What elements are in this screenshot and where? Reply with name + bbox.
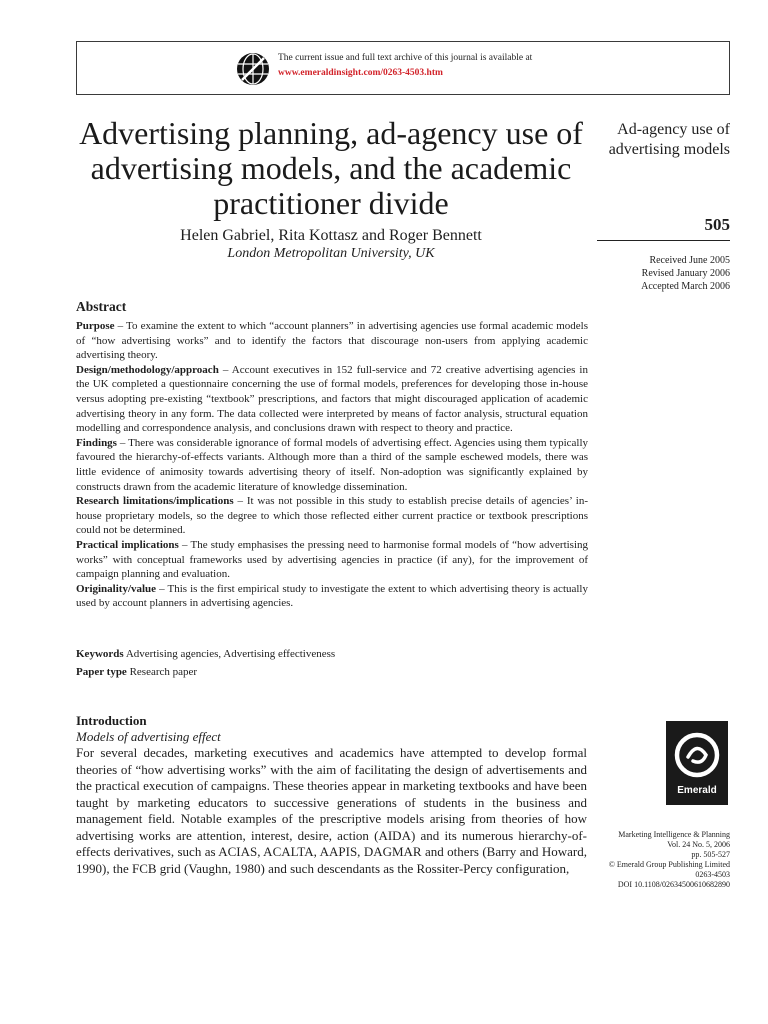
accepted-date: Accepted March 2006 [641, 281, 730, 292]
journal-name: Marketing Intelligence & Planning [618, 830, 730, 839]
globe-icon [236, 52, 270, 86]
paper-title: Advertising planning, ad-agency use of advertising models, and the academic practitioner divide [79, 115, 583, 221]
affiliation: London Metropolitan University, UK [227, 246, 435, 261]
abstract-limitations [76, 494, 588, 538]
findings-label: Findings [76, 436, 117, 449]
practical-text: – The study emphasises the pressing need to harmonise formal models of “how advertising works” with conceptual frameworks used by advertising agencies in practice (if any), for the improvement of campaign planning and evaluation. [76, 538, 589, 581]
keywords-label: Keywords [76, 648, 124, 660]
keywords [76, 647, 588, 661]
page-number: 505 [704, 215, 730, 234]
limitations-text: – It was not possible in this study to establish precise details of agencies’ in-house proprietary models, so the degree to which those reflected either current practice or textbook prescriptions could not be determined. [76, 495, 588, 537]
received-date: Received June 2005 [649, 255, 730, 266]
journal-copyright: © Emerald Group Publishing Limited [608, 860, 730, 869]
introduction-heading: Introduction [76, 713, 147, 728]
margin-divider [597, 240, 730, 241]
running-head: Ad-agency use of advertising models [608, 121, 730, 158]
introduction-subheading: Models of advertising effect [76, 729, 221, 744]
abstract-originality [76, 582, 588, 611]
originality-text: – This is the first empirical study to investigate the extent to which advertising theory is actually used by account planners in advertising agencies. [76, 582, 588, 610]
journal-issn: 0263-4503 [695, 870, 730, 879]
journal-info [592, 830, 730, 890]
journal-url-link[interactable]: www.emeraldinsight.com/0263-4503.htm [278, 68, 443, 78]
revised-date: Revised January 2006 [641, 268, 730, 279]
abstract-design [76, 363, 588, 436]
findings-text: – There was considerable ignorance of formal models of advertising effect. Agencies using them typically favoured the hierarchy-of-effects variants. Although more than a third of the sample eschewed models, there was little evidence of animosity towards advertising theory of itself. Non-adoption was significantly explained by constructs drawn from the academic literature of knowledge dissemination. [76, 436, 588, 493]
abstract-body [76, 319, 588, 611]
purpose-text: – To examine the extent to which “account planners” in advertising agencies use formal academic models of “how advertising works” and to identify the factors that discourage non-users from applying academic advertising theory. [76, 320, 588, 362]
originality-label: Originality/value [76, 582, 157, 595]
paper-type-label: Paper type [76, 666, 127, 678]
limitations-label: Research limitations/implications [76, 495, 234, 508]
abstract-findings [76, 436, 588, 494]
introduction-body: For several decades, marketing executives and academics have attempted to develop formal theories of “how advertising works” with the aim of facilitating the design of advertisements and the practical execution of campaigns. These theories appear in marketing textbooks and have been taught by marketing educators to successive generations of students in the business and management field. Notable examples of the prescriptive models arising from theories of how advertising works are attention, interest, desire, action (AIDA) and its numerous hierarchy-of-effects derivatives, such as ACIAS, ACALTA, AAPIS, DAGMAR and others (Barry and Howard, 1990), the FCB grid (Vaughn, 1980) and such descendants as the Rossiter-Percy configuration, [76, 745, 587, 876]
abstract-heading: Abstract [76, 299, 127, 314]
journal-volume: Vol. 24 No. 5, 2006 [667, 840, 730, 849]
design-text: – Account executives in 152 full-service and 72 creative advertising agencies in the UK completed a questionnaire concerning the use of formal models, preferences for developing those in-house versus adopting pre-existing “textbook” prescriptions, and factors that might discouraged application of academic advertising theory in any form. The data collected were interpreted by means of factor analysis, structural equation modelling and correspondence analysis, and conclusions drawn with respect to theory and practice. [76, 363, 588, 435]
abstract-purpose [76, 319, 588, 363]
emerald-logo-label: Emerald [677, 785, 717, 796]
journal-pages: pp. 505-527 [691, 850, 730, 859]
archive-notice: The current issue and full text archive of this journal is available at [278, 53, 533, 63]
design-label: Design/methodology/approach [76, 363, 219, 376]
journal-doi: DOI 10.1108/02634500610682890 [617, 880, 730, 889]
paper-type [76, 665, 588, 679]
keywords-text: Advertising agencies, Advertising effectiveness [123, 648, 336, 660]
abstract-practical [76, 538, 588, 582]
submission-dates [592, 254, 730, 293]
practical-label: Practical implications [76, 538, 179, 551]
authors: Helen Gabriel, Rita Kottasz and Roger Bennett [180, 227, 482, 244]
paper-type-text: Research paper [126, 666, 198, 678]
purpose-label: Purpose [76, 320, 115, 332]
